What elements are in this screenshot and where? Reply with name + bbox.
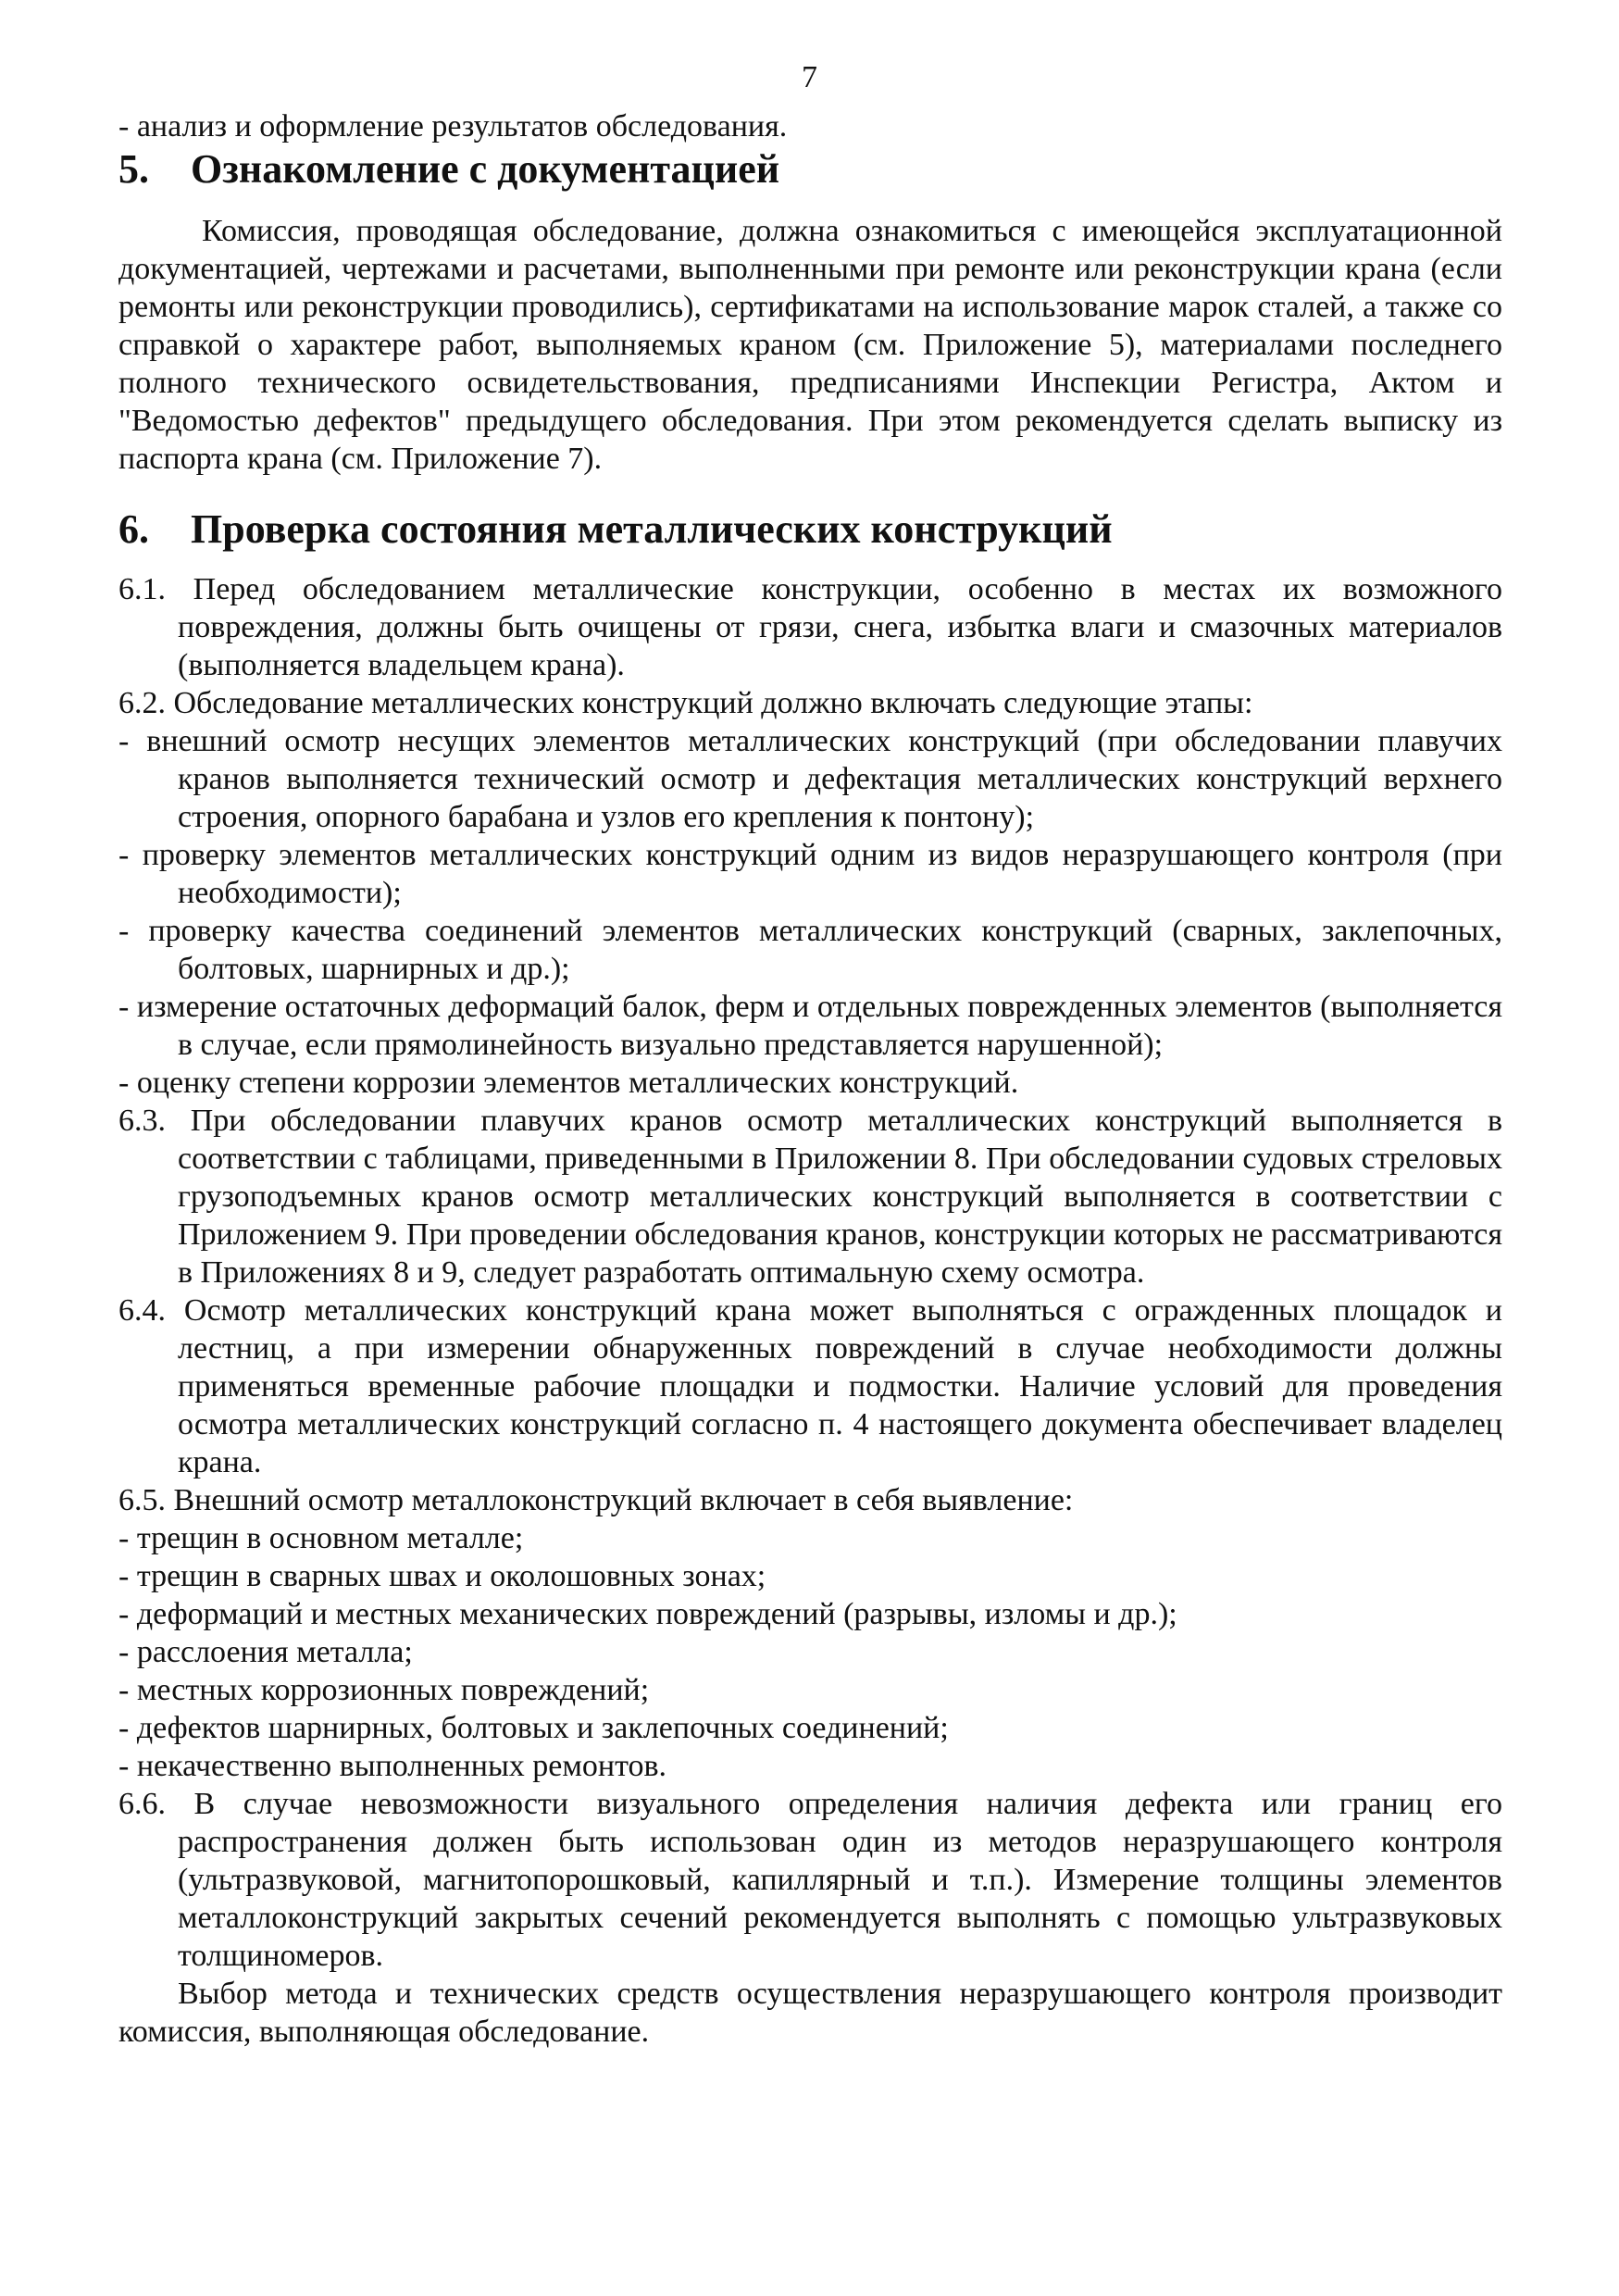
- section-5-paragraph: Комиссия, проводящая обследование, должна ознакомиться с имеющейся эксплуатационной документацией, чертежами и расчетами, выполненными при ремонте или реконструкции крана (если ремонты или реконструкции проводились), сертификатами на использование марок сталей, а также со справкой о характере работ, выполняемых краном (см. Приложение 5), материалами последнего полного технического освидетельствования, предписаниями Инспекции Регистра, Актом и "Ведомостью дефектов" предыдущего обследования. При этом рекомендуется сделать выписку из паспорта крана (см. Приложение 7).: [118, 214, 1502, 476]
- item-6-4: 6.4. Осмотр металлических конструкций крана может выполняться с огражденных площадок и лестниц, а при измерении обнаруженных повреждений в случае необходимости должны применяться временные рабочие площадки и подмостки. Наличие условий для проведения осмотра металлических конструкций согласно п. 4 настоящего документа обеспечивает владелец крана.: [118, 1293, 1502, 1479]
- section-5-title: Ознакомление с документацией: [191, 146, 780, 192]
- section-5-heading: [118, 145, 1502, 193]
- list-item: - трещин в сварных швах и околошовных зонах;: [118, 1559, 766, 1593]
- document-body: [118, 107, 1502, 2051]
- section-6-number: 6.: [118, 506, 149, 552]
- list-item: - внешний осмотр несущих элементов металлических конструкций (при обследовании плавучих кранов выполняется технический осмотр и дефектация металлических конструкций верхнего строения, опорного барабана и узлов его крепления к понтону);: [118, 724, 1502, 834]
- list-item: - проверку качества соединений элементов металлических конструкций (сварных, заклепочных, болтовых, шарнирных и др.);: [118, 914, 1502, 986]
- item-6-5: 6.5. Внешний осмотр металлоконструкций включает в себя выявление:: [118, 1483, 1074, 1517]
- list-item: - деформаций и местных механических повреждений (разрывы, изломы и др.);: [118, 1597, 1177, 1631]
- list-item: - расслоения металла;: [118, 1635, 413, 1669]
- list-item: - трещин в основном металле;: [118, 1521, 524, 1555]
- section-6-title: Проверка состояния металлических конструкций: [191, 506, 1113, 552]
- list-item: - дефектов шарнирных, болтовых и заклепочных соединений;: [118, 1711, 949, 1745]
- list-item: - проверку элементов металлических конструкций одним из видов неразрушающего контроля (при необходимости);: [118, 838, 1502, 910]
- intro-line: - анализ и оформление результатов обследования.: [118, 109, 788, 144]
- list-item: - измерение остаточных деформаций балок, ферм и отдельных поврежденных элементов (выполняется в случае, если прямолинейность визуально представляется нарушенной);: [118, 990, 1502, 1062]
- closing-paragraph: Выбор метода и технических средств осуществления неразрушающего контроля производит комиссия, выполняющая обследование.: [118, 1977, 1502, 2049]
- item-6-6: 6.6. В случае невозможности визуального определения наличия дефекта или границ его распространения должен быть использован один из методов неразрушающего контроля (ультразвуковой, магнитопорошковый, капиллярный и т.п.). Измерение толщины элементов металлоконструкций закрытых сечений рекомендуется выполнять с помощью ультразвуковых толщиномеров.: [118, 1787, 1502, 1973]
- list-item: - местных коррозионных повреждений;: [118, 1673, 650, 1707]
- list-item: - оценку степени коррозии элементов металлических конструкций.: [118, 1066, 1019, 1100]
- item-6-2: 6.2. Обследование металлических конструкций должно включать следующие этапы:: [118, 686, 1253, 720]
- list-item: - некачественно выполненных ремонтов.: [118, 1749, 667, 1783]
- section-5-number: 5.: [118, 146, 149, 192]
- page-number: 7: [802, 60, 817, 94]
- section-6-heading: [118, 505, 1502, 554]
- item-6-1: 6.1. Перед обследованием металлические конструкции, особенно в местах их возможного повреждения, должны быть очищены от грязи, снега, избытка влаги и смазочных материалов (выполняется владельцем крана).: [118, 572, 1502, 682]
- item-6-3: 6.3. При обследовании плавучих кранов осмотр металлических конструкций выполняется в соответствии с таблицами, приведенными в Приложении 8. При обследовании судовых стреловых грузоподъемных кранов осмотр металлических конструкций выполняется в соответствии с Приложением 9. При проведении обследования кранов, конструкции которых не рассматриваются в Приложениях 8 и 9, следует разработать оптимальную схему осмотра.: [118, 1104, 1502, 1290]
